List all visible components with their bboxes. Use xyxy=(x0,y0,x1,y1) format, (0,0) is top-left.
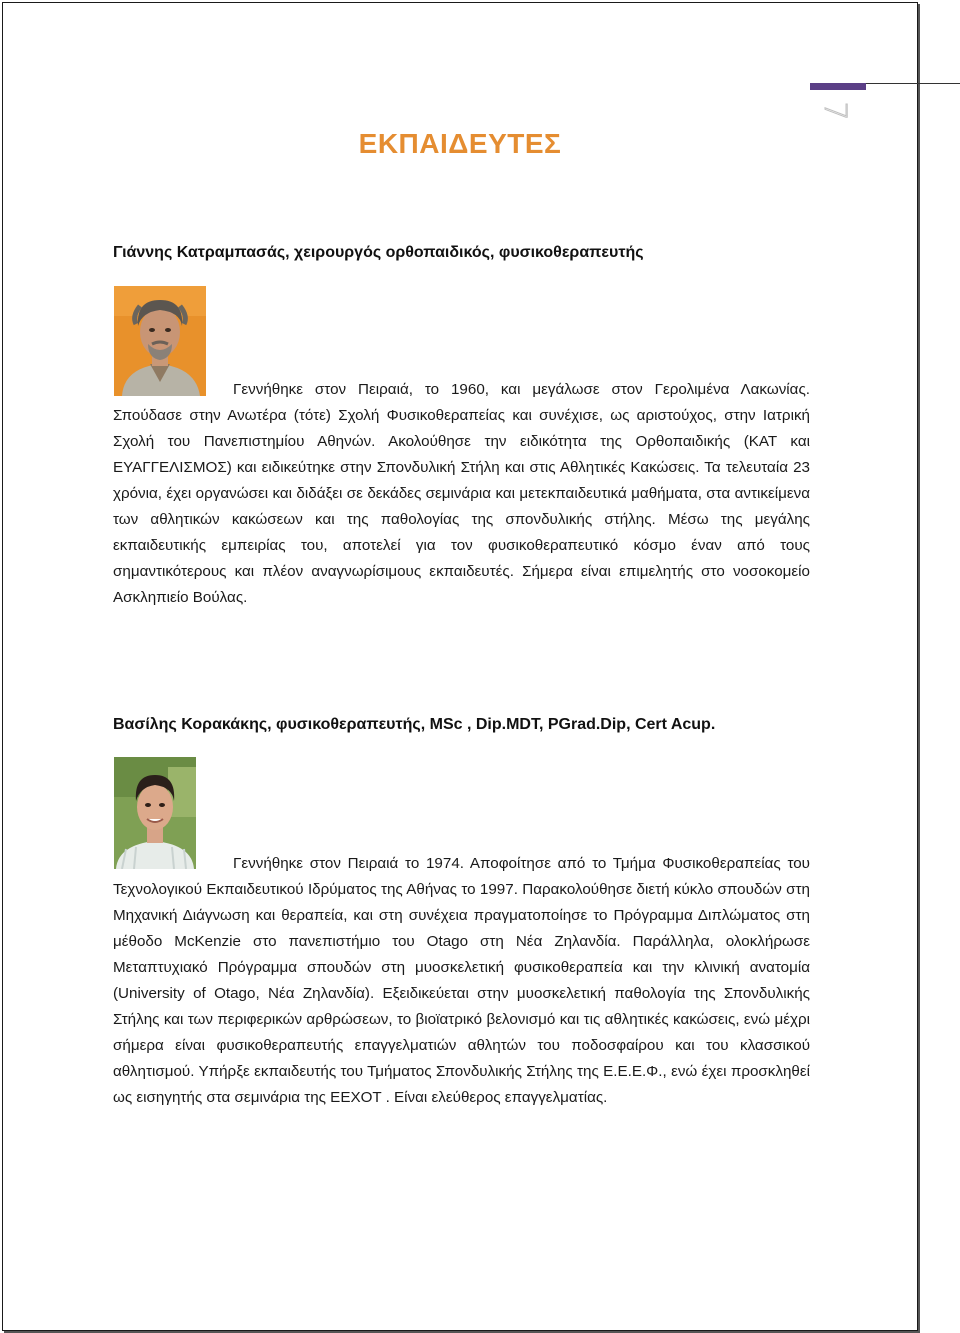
instructor-bio-text: Γεννήθηκε στον Πειραιά το 1974. Αποφοίτησε από το Τμήμα Φυσικοθεραπείας του Τεχνολογικού Εκπαιδευτικού Ιδρύματος της Αθήνας το 1997. Παρακολούθησε διετή κύκλο σπουδών στη Μηχανική Διάγνωση και θεραπεία, και στη συνέχεια πραγματοποίησε το Πρόγραμμα Διπλώματος στη μέθοδο McKenzie στο πανεπιστήμιο του Otago στη Νέα Ζηλανδία. Παράλληλα, ολοκλήρωσε Μεταπτυχιακό Πρόγραμμα σπουδών στη μυοσκελετική φυσικοθεραπεία και την κλινική ανατομία (University of Otago, Νέα Ζηλανδία). Εξειδικεύεται στην μυοσκελετική παθολογία της Σπονδυλικής Στήλης και των περιφερικών αρθρώσεων, το βιοϊατρικό βελονισμό και τις αθλητικές κακώσεις, ενώ μέχρι σήμερα είναι φυσικοθεραπευτής επαγγελματιών αθλητών του ποδοσφαίρου και του κλασσικού αθλητισμού. Υπήρξε εκπαιδευτής του Τμήματος Σπονδυλικής Στήλης της Ε.Ε.Ε.Φ., ενώ έχει προσκληθεί ως εισηγητής στα σεμινάρια της ΕΕΧΟΤ . Είναι ελεύθερος επαγγελματίας. xyxy=(113,855,810,1106)
page-title: ΕΚΠΑΙΔΕΥΤΕΣ xyxy=(358,128,562,159)
instructor-name: Γιάννης Κατραμπασάς, χειρουργός ορθοπαιδικός, φυσικοθεραπευτής xyxy=(113,244,644,261)
instructor-bio xyxy=(113,851,810,1111)
instructor-bio-text: Γεννήθηκε στον Πειραιά, το 1960, και μεγάλωσε στον Γερολιμένα Λακωνίας. Σπούδασε στην Ανωτέρα (τότε) Σχολή Φυσικοθεραπείας και συνέχισε, ως αριστούχος, στην Ιατρική Σχολή του Πανεπιστημίου Αθηνών. Ακολούθησε την ειδικότητα της Ορθοπαιδικής (ΚΑΤ και ΕΥΑΓΓΕΛΙΣΜΟΣ) και ειδικεύτηκε στην Σπονδυλική Στήλη και στις Αθλητικές Κακώσεις. Τα τελευταία 23 χρόνια, έχει οργανώσει και διδάξει σε δεκάδες σεμινάρια και μετεκπαιδευτικά μαθήματα, στα αντικείμενα των αθλητικών κακώσεων και της παθολογίας της σπονδυλικής στήλης. Μέσω της μεγάλης εκπαιδευτικής εμπειρίας του, αποτελεί για τον φυσικοθεραπευτικό κόσμο έναν από τους σημαντικότερους και πλέον αναγνωρίσιμους εκπαιδευτές. Σήμερα είναι επιμελητής στο νοσοκομείο Ασκληπιείο Βούλας. xyxy=(113,381,810,606)
page-tab-line xyxy=(866,83,960,84)
page-number: 7 xyxy=(817,101,852,121)
instructor-bio xyxy=(113,377,810,611)
page-tab-marker xyxy=(810,83,866,90)
instructor-name: Βασίλης Κορακάκης, φυσικοθεραπευτής, MSc , Dip.MDT, PGrad.Dip, Cert Acup. xyxy=(113,716,716,733)
page-frame xyxy=(2,2,918,1331)
